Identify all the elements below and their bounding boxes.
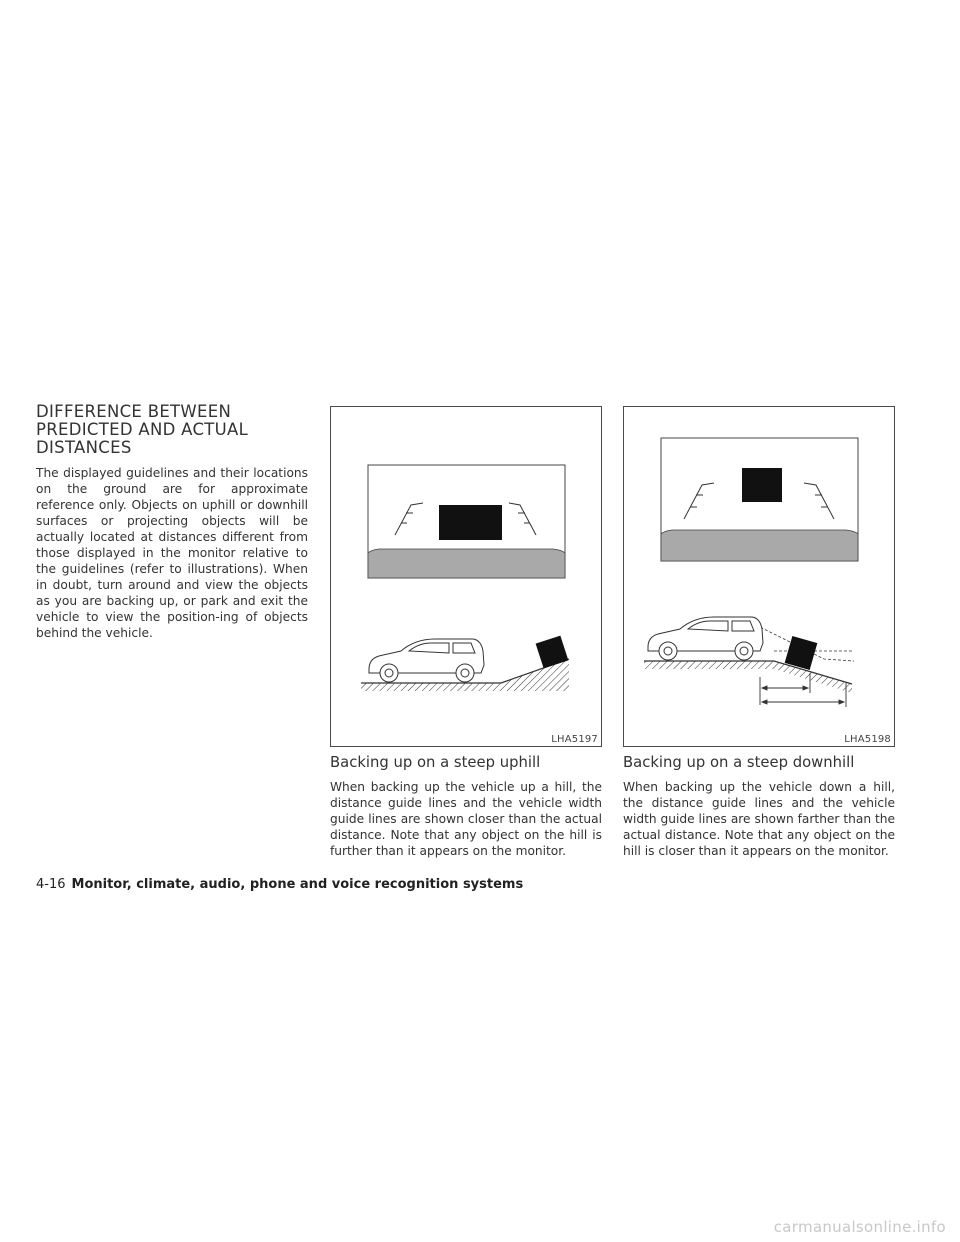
uphill-scene <box>361 636 569 691</box>
downhill-illustration <box>624 407 894 746</box>
car-icon <box>648 617 763 660</box>
monitor-screen <box>368 465 565 578</box>
figure-code: LHA5197 <box>551 734 598 745</box>
section-title <box>36 403 308 457</box>
figure-uphill <box>330 406 602 747</box>
section-body: The displayed guidelines and their locations on the ground are for approximate reference only. Objects on uphill or downhill surfaces or projecting objects will be actually located at distances different from those displayed in the monitor relative to the guidelines (refer to illustrations). When in doubt, turn around and view the objects as you are backing up, or park and exit the vehicle to view the position-ing of objects behind the vehicle. <box>36 466 308 640</box>
subsection-title: Backing up on a steep downhill <box>623 754 855 771</box>
section-left-column <box>36 403 308 641</box>
section-title-line-1: DIFFERENCE BETWEEN <box>36 402 232 421</box>
uphill-illustration <box>331 407 601 746</box>
subsection-body: When backing up the vehicle down a hill, the distance guide lines and the vehicle width guide lines are shown farther than the actual distance. Note that any object on the hill is closer than it appears on the monitor. <box>623 780 895 858</box>
subsection-title: Backing up on a steep uphill <box>330 754 541 771</box>
watermark: carmanualsonline.info <box>773 1218 946 1236</box>
car-icon <box>369 639 484 682</box>
chapter-title: Monitor, climate, audio, phone and voice recognition systems <box>71 877 524 892</box>
figure-code: LHA5198 <box>844 734 891 745</box>
subsection-uphill <box>330 754 602 859</box>
page-footer <box>36 877 523 892</box>
page-number: 4-16 <box>36 877 66 892</box>
object-box <box>785 636 818 670</box>
subsection-downhill <box>623 754 895 859</box>
section-title-line-2: PREDICTED AND ACTUAL <box>36 420 249 439</box>
subsection-body: When backing up the vehicle up a hill, the distance guide lines and the vehicle width guide lines are shown closer than the actual distance. Note that any object on the hill is further than it appears on the monitor. <box>330 780 602 858</box>
downhill-scene <box>644 617 854 707</box>
object-on-screen <box>742 468 782 502</box>
figure-downhill <box>623 406 895 747</box>
object-on-screen <box>439 505 502 540</box>
section-title-line-3: DISTANCES <box>36 438 132 457</box>
monitor-screen <box>661 438 858 561</box>
